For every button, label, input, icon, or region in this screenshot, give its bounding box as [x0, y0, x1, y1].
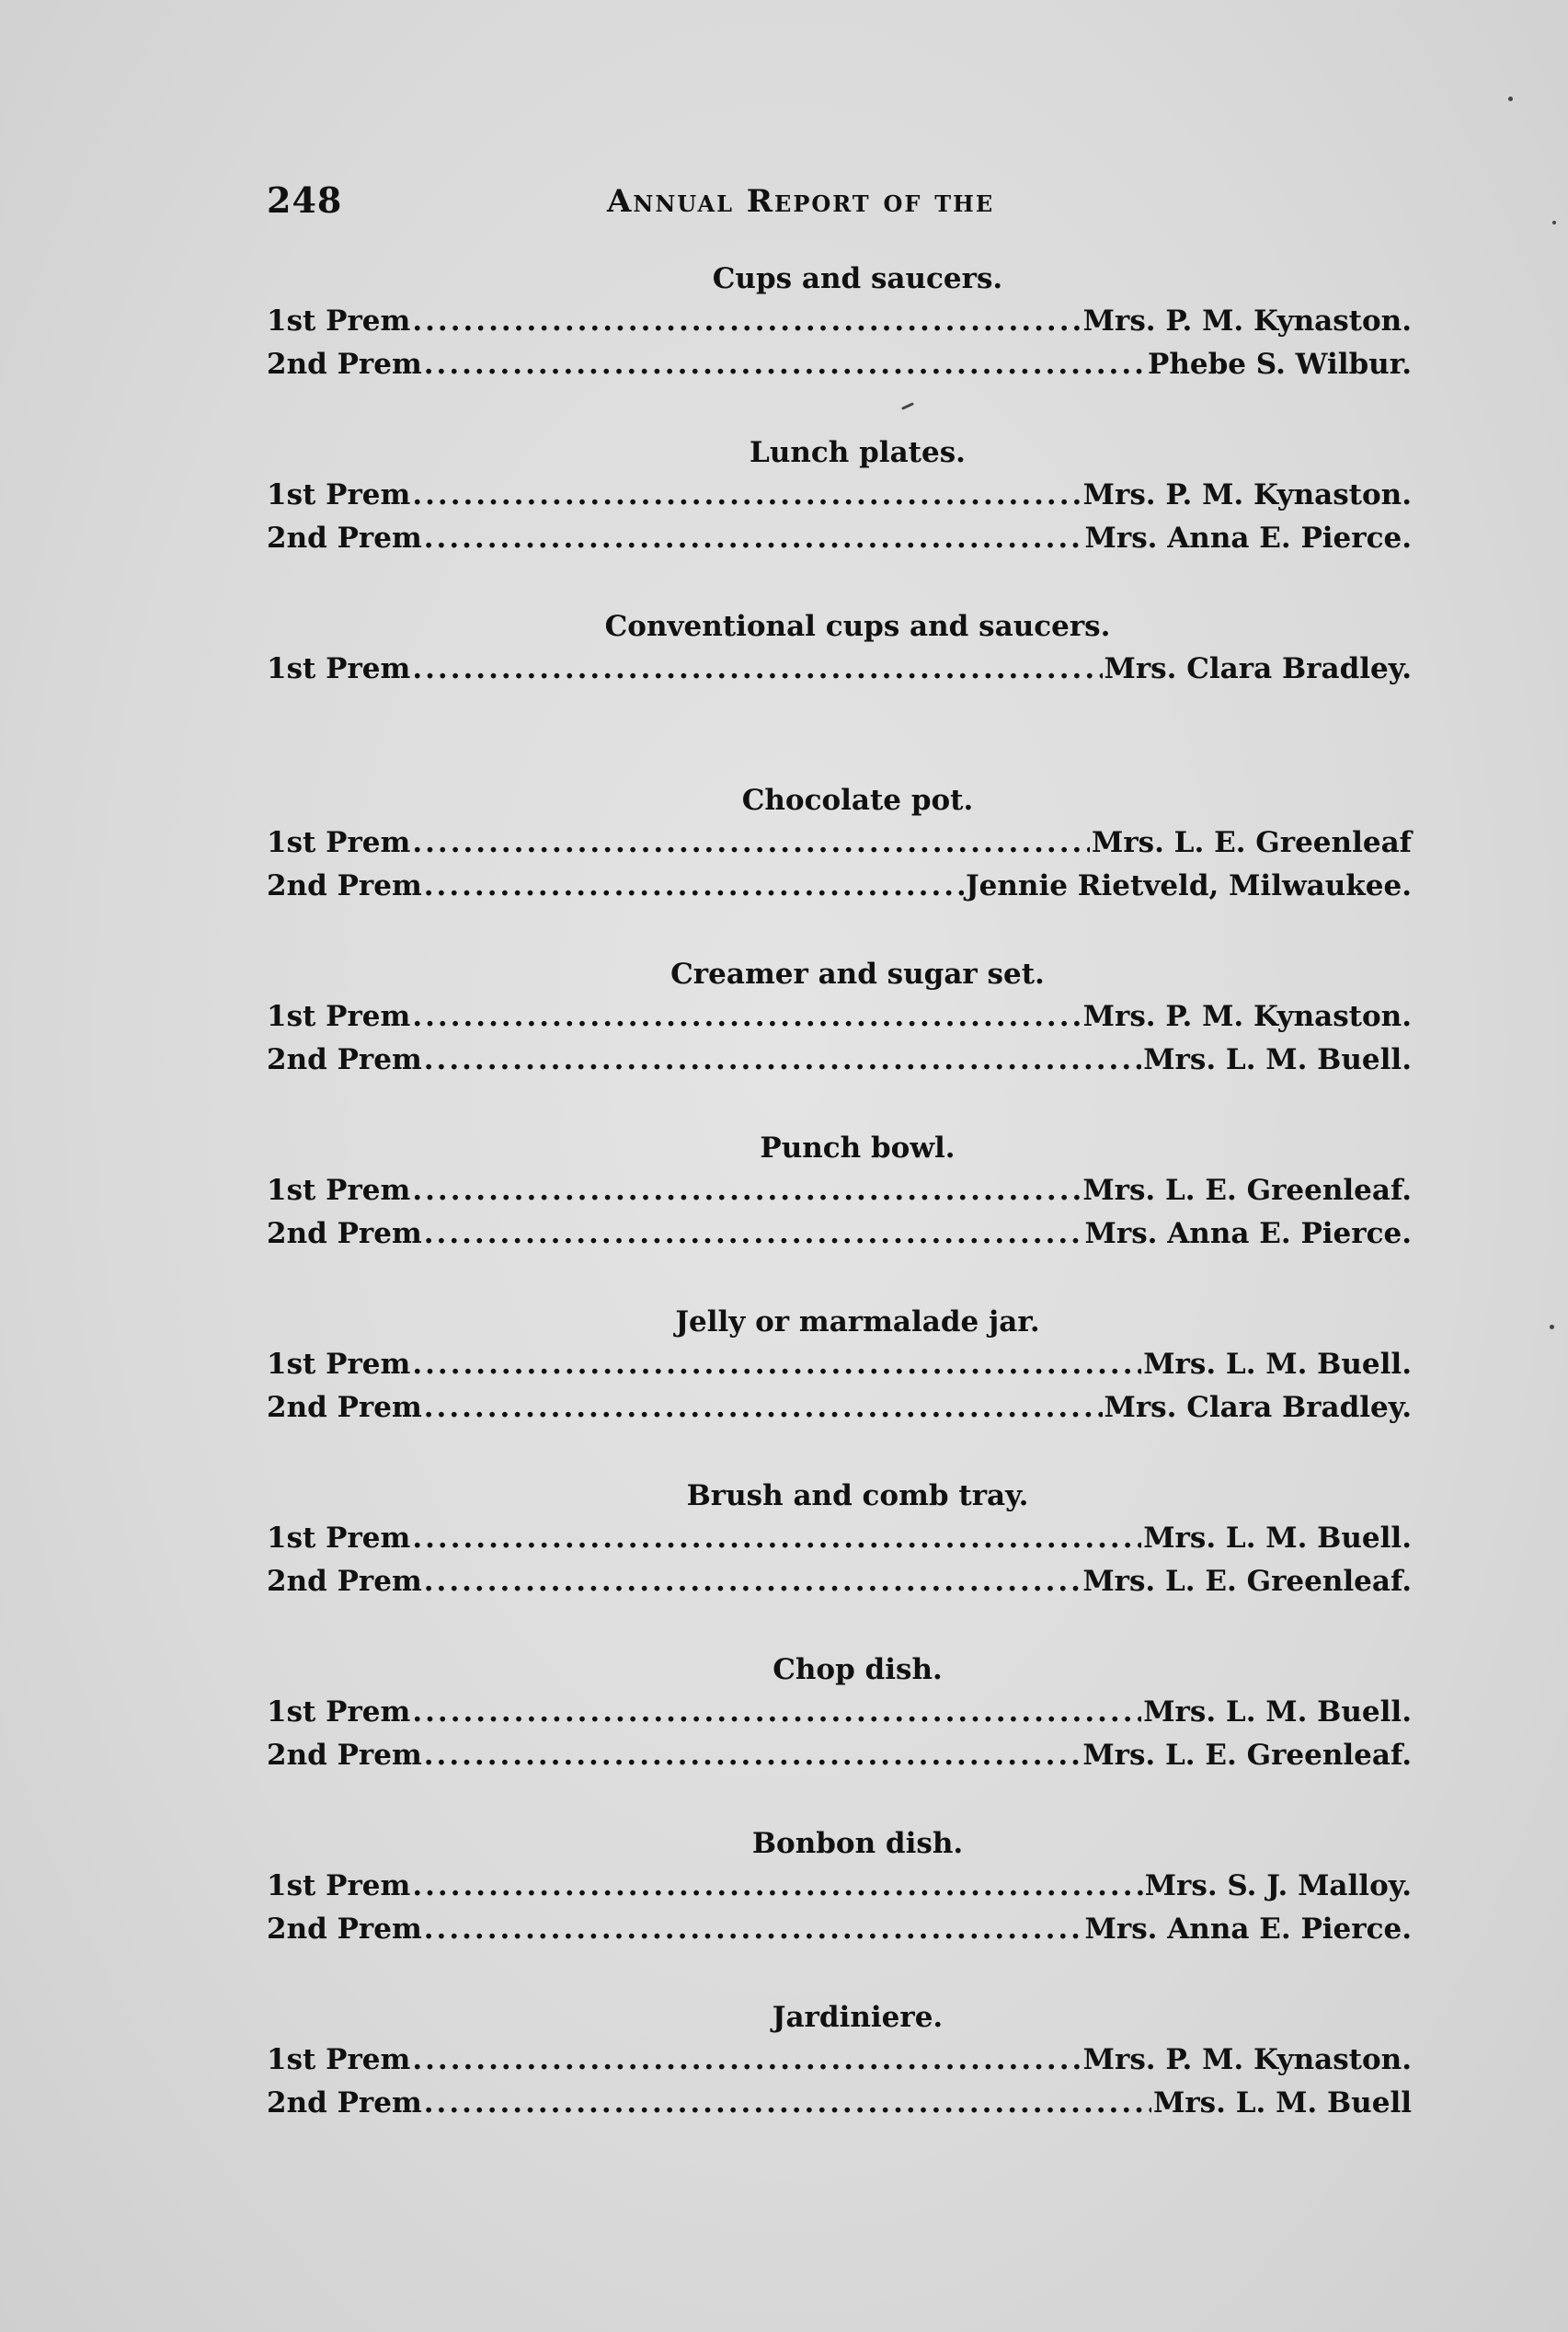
- premium-place: 1st Prem: [267, 478, 411, 511]
- premium-entry: [267, 821, 1412, 865]
- dot-leader: [412, 821, 1090, 865]
- premium-winner: Mrs. L. E. Greenleaf.: [1082, 1565, 1412, 1598]
- premium-place: 1st Prem: [267, 1000, 411, 1033]
- premium-place: 1st Prem: [267, 1522, 411, 1555]
- premium-place: 2nd Prem: [267, 1043, 422, 1076]
- premium-section: [267, 1127, 1412, 1301]
- premium-winner: Mrs. P. M. Kynaston.: [1082, 478, 1412, 511]
- premium-entry: [267, 1386, 1412, 1430]
- section-title: Creamer and sugar set.: [670, 958, 1045, 991]
- premium-winner: Mrs. Anna E. Pierce.: [1084, 1217, 1412, 1250]
- dot-leader: [412, 2039, 1081, 2082]
- premium-winner: Jennie Rietveld, Milwaukee.: [965, 869, 1412, 902]
- premium-section: [267, 779, 1412, 953]
- page-header: [267, 179, 1416, 225]
- section-title: Cups and saucers.: [712, 262, 1003, 295]
- premium-place: 1st Prem: [267, 1174, 411, 1207]
- premium-winner: Mrs. L. M. Buell: [1153, 2086, 1412, 2119]
- section-title: Jelly or marmalade jar.: [675, 1305, 1040, 1338]
- premium-entry: [267, 300, 1412, 343]
- premium-winner: Mrs. L. E. Greenleaf: [1092, 826, 1412, 859]
- premium-winner: Mrs. L. M. Buell.: [1143, 1043, 1412, 1076]
- premium-list: [267, 258, 1412, 2170]
- premium-entry: [267, 1734, 1412, 1777]
- premium-entry: [267, 1343, 1412, 1386]
- premium-entry: [267, 474, 1412, 517]
- premium-section: [267, 1475, 1412, 1648]
- section-title: Lunch plates.: [750, 436, 966, 469]
- premium-entry: [267, 517, 1412, 560]
- dot-leader: [424, 2082, 1151, 2125]
- premium-winner: Mrs. Anna E. Pierce.: [1084, 1913, 1412, 1946]
- premium-winner: Mrs. S. J. Malloy.: [1144, 1869, 1412, 1902]
- premium-entry: [267, 1169, 1412, 1212]
- premium-section: [267, 953, 1412, 1127]
- premium-place: 2nd Prem: [267, 1217, 422, 1250]
- premium-entry: [267, 1865, 1412, 1908]
- dot-leader: [424, 1039, 1141, 1082]
- dot-leader: [412, 995, 1081, 1039]
- premium-entry: [267, 343, 1412, 386]
- premium-entry: [267, 1212, 1412, 1256]
- premium-winner: Mrs. P. M. Kynaston.: [1082, 2043, 1412, 2076]
- scan-speck: [1552, 221, 1556, 224]
- premium-entry: [267, 2082, 1412, 2125]
- dot-leader: [412, 1865, 1142, 1908]
- premium-winner: Mrs. Clara Bradley.: [1104, 652, 1412, 685]
- premium-section: [267, 1996, 1412, 2170]
- premium-winner: Mrs. L. M. Buell.: [1143, 1522, 1412, 1555]
- dot-leader: [412, 648, 1102, 691]
- dot-leader: [424, 1908, 1083, 1951]
- premium-place: 1st Prem: [267, 826, 411, 859]
- premium-winner: Mrs. P. M. Kynaston.: [1082, 1000, 1412, 1033]
- dot-leader: [412, 474, 1081, 517]
- scan-speck: [1550, 1325, 1554, 1329]
- premium-entry: [267, 1039, 1412, 1082]
- premium-place: 2nd Prem: [267, 1913, 422, 1946]
- premium-winner: Mrs. P. M. Kynaston.: [1082, 304, 1412, 338]
- premium-entry: [267, 1908, 1412, 1951]
- premium-winner: Mrs. L. E. Greenleaf.: [1082, 1739, 1412, 1772]
- premium-section: [267, 258, 1412, 431]
- premium-place: 1st Prem: [267, 652, 411, 685]
- premium-place: 2nd Prem: [267, 2086, 422, 2119]
- dot-leader: [412, 1691, 1141, 1734]
- section-title: Brush and comb tray.: [686, 1479, 1029, 1512]
- premium-winner: Phebe S. Wilbur.: [1148, 348, 1412, 381]
- premium-entry: [267, 648, 1412, 691]
- premium-place: 2nd Prem: [267, 348, 422, 381]
- dot-leader: [424, 1386, 1103, 1430]
- premium-place: 2nd Prem: [267, 869, 422, 902]
- dot-leader: [424, 517, 1083, 560]
- premium-place: 1st Prem: [267, 1869, 411, 1902]
- premium-place: 1st Prem: [267, 2043, 411, 2076]
- section-title: Chop dish.: [773, 1653, 943, 1686]
- section-title: Bonbon dish.: [751, 1827, 964, 1860]
- premium-winner: Mrs. Clara Bradley.: [1104, 1391, 1412, 1424]
- premium-place: 2nd Prem: [267, 1391, 422, 1424]
- premium-entry: [267, 865, 1412, 908]
- premium-section: [267, 1822, 1412, 1996]
- dot-leader: [424, 865, 964, 908]
- premium-place: 1st Prem: [267, 1695, 411, 1729]
- section-title: Punch bowl.: [760, 1132, 956, 1165]
- premium-entry: [267, 1691, 1412, 1734]
- premium-entry: [267, 2039, 1412, 2082]
- dot-leader: [424, 343, 1146, 386]
- premium-winner: Mrs. Anna E. Pierce.: [1084, 522, 1412, 555]
- premium-place: 1st Prem: [267, 1348, 411, 1381]
- premium-section: [267, 431, 1412, 605]
- premium-section: [267, 1301, 1412, 1475]
- premium-place: 1st Prem: [267, 304, 411, 338]
- running-title: Annual Report of the: [607, 183, 995, 220]
- dot-leader: [424, 1734, 1082, 1777]
- premium-winner: Mrs. L. E. Greenleaf.: [1082, 1174, 1412, 1207]
- dot-leader: [424, 1560, 1082, 1603]
- scan-speck: [1508, 97, 1513, 101]
- premium-section: [267, 1648, 1412, 1822]
- premium-entry: [267, 1560, 1412, 1603]
- premium-winner: Mrs. L. M. Buell.: [1143, 1348, 1412, 1381]
- premium-place: 2nd Prem: [267, 1739, 422, 1772]
- premium-winner: Mrs. L. M. Buell.: [1143, 1695, 1412, 1729]
- dot-leader: [412, 300, 1081, 343]
- dot-leader: [412, 1517, 1141, 1560]
- dot-leader: [412, 1169, 1081, 1212]
- section-title: Jardiniere.: [772, 2001, 944, 2034]
- premium-section: [267, 605, 1412, 779]
- dot-leader: [412, 1343, 1141, 1386]
- premium-entry: [267, 995, 1412, 1039]
- premium-place: 2nd Prem: [267, 1565, 422, 1598]
- section-title: Conventional cups and saucers.: [604, 610, 1111, 643]
- dot-leader: [424, 1212, 1083, 1256]
- premium-entry: [267, 1517, 1412, 1560]
- section-title: Chocolate pot.: [741, 784, 974, 817]
- page-number: 248: [267, 179, 343, 221]
- premium-place: 2nd Prem: [267, 522, 422, 555]
